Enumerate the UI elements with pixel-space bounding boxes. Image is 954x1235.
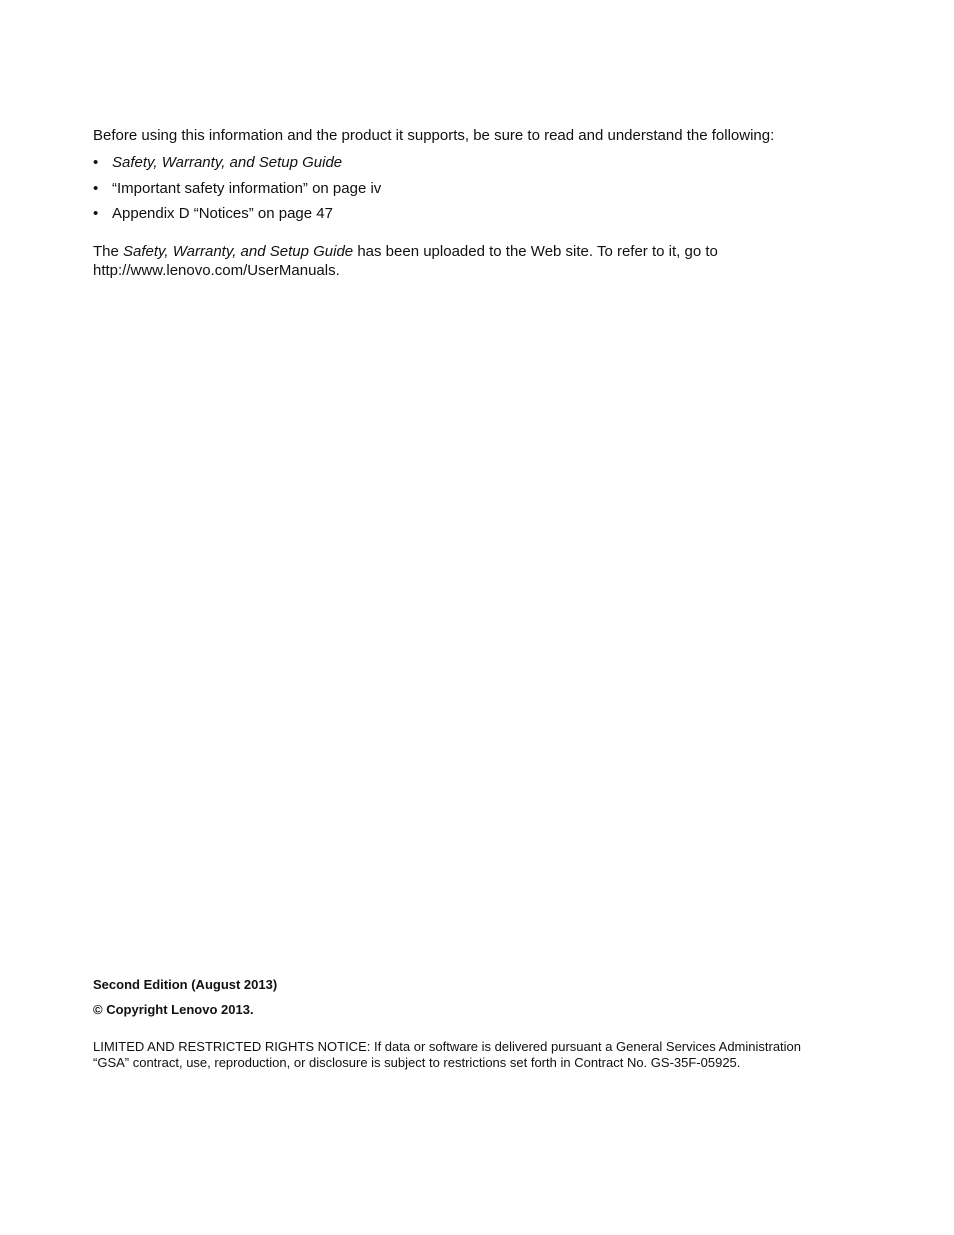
list-item — [93, 153, 381, 172]
notice-line-1: LIMITED AND RESTRICTED RIGHTS NOTICE: If data or software is delivered pursuant a General Services Administration — [93, 1039, 802, 1054]
reading-list — [93, 153, 381, 230]
list-item — [93, 179, 381, 198]
copyright-label: © Copyright Lenovo 2013. — [93, 1002, 254, 1017]
guide-middle: has been uploaded to the Web site. To refer to it, go to — [353, 243, 718, 260]
guide-prefix: The — [93, 243, 124, 260]
intro-text: Before using this information and the product it supports, be sure to read and understand the following: — [93, 127, 775, 144]
notice-line-2: “GSA” contract, use, reproduction, or disclosure is subject to restrictions set forth in Contract No. GS-35F-05925. — [93, 1054, 741, 1070]
guide-title: Safety, Warranty, and Setup Guide — [123, 243, 354, 260]
list-item-text: Appendix D “Notices” on page 47 — [112, 205, 333, 222]
manuals-url: http://www.lenovo.com/UserManuals. — [93, 262, 340, 279]
edition-label: Second Edition (August 2013) — [93, 977, 278, 992]
list-item-text: “Important safety information” on page iv — [112, 179, 382, 197]
bullet-marker: • — [93, 179, 99, 197]
rights-notice — [93, 1039, 863, 1070]
guide-paragraph — [93, 242, 793, 280]
bullet-marker: • — [93, 154, 99, 171]
list-item — [93, 204, 381, 223]
list-item-text: Safety, Warranty, and Setup Guide — [112, 154, 343, 171]
bullet-marker: • — [93, 205, 99, 222]
